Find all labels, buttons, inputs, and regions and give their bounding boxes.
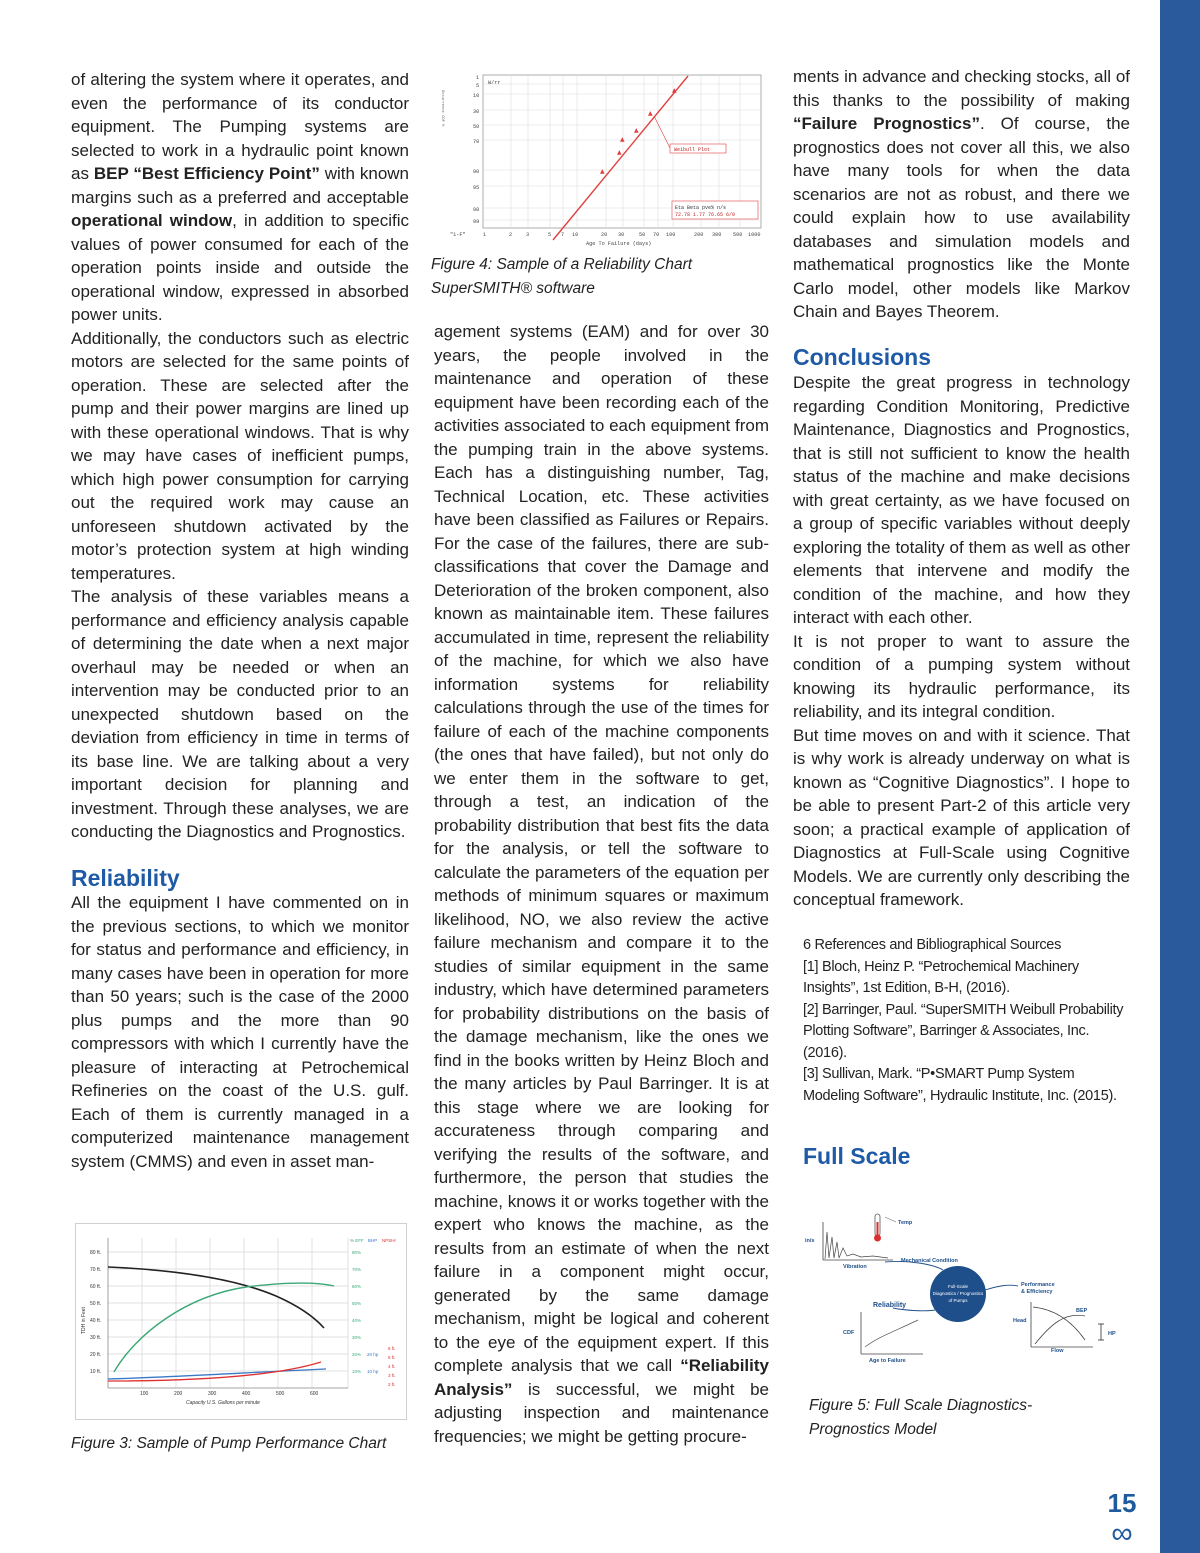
figure-3-caption: Figure 3: Sample of Pump Performance Chart: [71, 1435, 387, 1452]
weibull-y-tick-98: 98: [473, 207, 480, 213]
references-list: [803, 935, 1130, 1107]
figure-4-caption-line-1: Figure 4: Sample of a Reliability Chart: [431, 256, 693, 273]
full-scale-heading: Full Scale: [803, 1143, 911, 1169]
y-tick-70: 70 ft.: [90, 1267, 102, 1273]
thermometer-icon: [874, 1235, 881, 1242]
weibull-y-tick-95: 95: [473, 185, 480, 191]
column-3: [793, 65, 1130, 324]
svg-text:▲: ▲: [600, 168, 605, 175]
weibull-x-tick-2: 2: [509, 232, 513, 238]
weibull-x-axis-label: Age To Failure (days): [586, 241, 652, 247]
col1-paragraph-4: All the equipment I have commented on in the previous sections, to which we monitor for status and performance and efficiency, in many cases have been in operation for more than 50 years; such is the case of the 2000 plus pumps and the more than 90 compressors with which I currently have the pleasure of interacting at Petrochemical Refineries on the coast of the U.S. gulf. Each of them is currently managed in a computerized maintenance management system (CMMS) and even in asset man-: [71, 893, 409, 1171]
full-scale-svg: [803, 1212, 1123, 1372]
legend-bhp: BHP: [368, 1238, 378, 1243]
reference-1: [1] Bloch, Heinz P. “Petrochemical Machinery Insights”, 1st Edition, B-H, (2016).: [803, 958, 1079, 996]
cdf-curve: [865, 1320, 918, 1347]
center-label-2: Diagnostics / Prognostics: [932, 1291, 984, 1296]
column-2: [434, 320, 769, 1448]
column-1: [71, 68, 409, 844]
column-3-conclusions: [793, 371, 1130, 912]
reference-2: [2] Barringer, Paul. “SuperSMITH Weibull Probability Plotting Software”, Barringer & Associates, Inc. (2016).: [803, 1001, 1124, 1061]
bep-label: BEP: [1076, 1308, 1088, 1314]
weibull-x-tick-30: 30: [618, 232, 625, 238]
sidebar-band: [1160, 0, 1200, 1553]
weibull-y-tick-10: 10: [473, 93, 480, 99]
col1-paragraph-3: The analysis of these variables means a performance and efficiency analysis capable of determining the date when a next major overhaul may be needed or when an intervention may be conducted prior to an unexpected shutdown based on the deviation from efficiency in time in terms of its base line. We are talking about a very important decision for planning and investment. Through these analyses, we are conducting the Diagnostics and Prognostics.: [71, 587, 409, 841]
weibull-x-tick-200: 200: [694, 232, 704, 238]
conclusions-heading: Conclusions: [793, 344, 932, 370]
x-tick-300: 300: [208, 1391, 217, 1397]
y-tick-10: 10 ft.: [90, 1369, 102, 1375]
col1-paragraph-2: Additionally, the conductors such as electric motors are selected for the same points of operation. These are selected after the pump and their power margins are lined up with these operational windows. That is why we may have cases of inefficient pumps, which high power consumption for carrying out the required work may cause an unforeseen shutdown activated by the motor’s protection system at high winding temperatures.: [71, 328, 409, 583]
col3-paragraph-4: But time moves on and with it science. That is why work is already underway on what is known as “Cognitive Diagnostics”. I hope to be able to present Part-2 of this article very soon; a practical example of application of Diagnostics at Full-Scale using Cognitive Models. We are currently only describing the conceptual framework.: [793, 725, 1130, 909]
weibull-y-tick-90: 90: [473, 169, 480, 175]
cdf-label: CDF: [843, 1330, 855, 1336]
y-tick-30: 30 ft.: [90, 1335, 102, 1341]
col1-paragraph-1: of altering the system where it operates, and even the performance of its conductor equipment. The Pumping systems are selected to work in a hydraulic point known as BEP “Best Efficiency Point” with known margins such as a preferred and acceptable operational window, in addition to specific values of power consumed for each of the operation points inside and outside the operational window, expressed in absorbed power units.: [71, 70, 410, 324]
weibull-y-bottom-label: "1-F": [450, 232, 466, 238]
performance-label-2: & Efficiency: [1021, 1289, 1053, 1295]
weibull-y-tick-70: 70: [473, 139, 480, 145]
col3-paragraph-2: Despite the great progress in technology regarding Condition Monitoring, Predictive Maintenance, Diagnostics and Prognostics, that is still not sufficient to know the health status of the machine and make decisions with great certainty, as we have focused on a group of specific variables without deeply exploring the totality of them as well as other elements that intervene and modify the condition of the machine, and how they interact with each other.: [793, 373, 1130, 627]
weibull-y-tick-1: 1: [476, 75, 480, 81]
weibull-y-tick-30: 30: [473, 109, 480, 115]
weibull-legend-label: Weibull Plot: [674, 147, 711, 153]
x-axis-label: Capacity U.S. Gallons per minute: [186, 1400, 260, 1406]
npsh-tick-6: 6 ft.: [388, 1346, 396, 1351]
weibull-x-tick-70: 70: [653, 232, 660, 238]
column-1-reliability: [71, 891, 409, 1173]
mechanical-condition-label: Mechanical Condition: [901, 1258, 958, 1264]
svg-text:▲: ▲: [620, 136, 625, 143]
reliability-label: Reliability: [873, 1302, 907, 1309]
vibration-label: Vibration: [843, 1264, 867, 1270]
efficiency-curve-small: [1035, 1315, 1085, 1344]
weibull-x-tick-3: 3: [526, 232, 530, 238]
npsh-tick-3: 3 ft.: [388, 1373, 396, 1378]
eff-tick-70: 70%: [352, 1267, 362, 1272]
x-tick-200: 200: [174, 1391, 183, 1397]
bhp-tick-20hp: 20 hp: [367, 1352, 379, 1357]
y-tick-40: 40 ft.: [90, 1318, 102, 1324]
flow-label: Flow: [1051, 1348, 1064, 1354]
x-tick-500: 500: [276, 1391, 285, 1397]
svg-text:▲: ▲: [672, 87, 677, 94]
x-tick-400: 400: [242, 1391, 251, 1397]
figure-5-caption-line-1: Figure 5: Full Scale Diagnostics-: [809, 1397, 1033, 1414]
weibull-x-tick-100: 100: [666, 232, 676, 238]
col2-paragraph-1: agement systems (EAM) and for over 30 years, the people involved in the maintenance and operation of these equipment have been recording each of the activities associated to each equipment from the pumping train in the above systems. Each has a distinguishing number, Tag, Technical Location, etc. These activities have been classified as Failures or Repairs. For the case of the failures, there are sub-classifications that cover the Damage and Deterioration of the broken component, also known as maintainable item. These failures accumulated in time, represent the reliability of the machine, for which we also have information systems for reliability calculations through the use of the times for failure of each of the machine components (the ones that have failed), but not only do we enter them in the software to get, through a test, an indication of the probability distribution that best fits the data for the analysis, or tell the software to calculate the parameters of the equation per methods of minimum squares or maximum likelihood, NO, we also review the active failure mechanism and compare it to the studies of similar equipment in the same industry, which have determined parameters for probability distributions on the basis of the damage mechanism, like the ones we find in the books written by Heinz Bloch and the many articles by Paul Barringer. It is at this stage where we are looking for accurateness through comparing and verifying the results of the software, and furthermore, the person that studies the machine, knows it or works together with the expert who knows the machine, as the results from an estimate of when the next failure in a component might occur, generated by the same damage mechanism, might be logical and coherent to the eye of the equipment expert. If this complete analysis that we call “Reliability Analysis” is successful, we might be adjusting inspection and maintenance frequencies; we might be getting procure-: [434, 322, 769, 1446]
x-tick-600: 600: [310, 1391, 319, 1397]
infinity-logo-icon: ∞: [1111, 1517, 1133, 1550]
eff-tick-30: 30%: [352, 1335, 362, 1340]
weibull-x-tick-300: 300: [712, 232, 722, 238]
bhp-tick-10hp: 10 hp: [367, 1369, 379, 1374]
weibull-y-tick-99: 99: [473, 219, 480, 225]
eff-tick-80: 80%: [352, 1250, 362, 1255]
references-title: 6 References and Bibliographical Sources: [803, 937, 1062, 953]
eff-tick-20: 20%: [352, 1352, 362, 1357]
head-label: Head: [1013, 1318, 1027, 1324]
eff-tick-10: 10%: [352, 1369, 362, 1374]
hp-label: HP: [1108, 1331, 1116, 1337]
page-number: 15: [1107, 1488, 1137, 1518]
legend-eff: % EFF: [350, 1238, 364, 1243]
weibull-table-header: Eta Beta pve% n/s: [675, 205, 727, 211]
npsh-tick-2: 2 ft.: [388, 1382, 396, 1387]
npsh-tick-5: 5 ft.: [388, 1355, 396, 1360]
pump-chart-svg: [76, 1224, 406, 1419]
reference-3: [3] Sullivan, Mark. “P•SMART Pump System Modeling Software”, Hydraulic Institute, Inc. (2015).: [803, 1066, 1117, 1104]
age-to-failure-label: Age to Failure: [869, 1358, 906, 1364]
tdh-curve: [108, 1267, 324, 1328]
weibull-x-tick-5: 5: [548, 232, 552, 238]
weibull-x-tick-20: 20: [601, 232, 608, 238]
figure-4-weibull-chart: [436, 70, 764, 250]
y-tick-80: 80 ft.: [90, 1250, 102, 1256]
center-label-3: of Pumps: [948, 1298, 968, 1303]
figure-3-pump-chart: [75, 1223, 407, 1420]
eff-tick-50: 50%: [352, 1301, 362, 1306]
vibration-units-label: in/s: [805, 1238, 815, 1244]
figure-5-caption-line-2: Prognostics Model: [809, 1420, 937, 1438]
weibull-x-tick-1: 1: [483, 232, 487, 238]
performance-label-1: Performance: [1021, 1282, 1055, 1288]
weibull-x-tick-7: 7: [561, 232, 565, 238]
efficiency-curve: [114, 1283, 334, 1372]
eff-tick-40: 40%: [352, 1318, 362, 1323]
y-tick-20: 20 ft.: [90, 1352, 102, 1358]
weibull-table-values: 72.78 1.77 76.65 6/0: [675, 212, 736, 218]
temp-label: Temp: [898, 1220, 913, 1226]
weibull-x-tick-10: 10: [572, 232, 579, 238]
figure-4-caption-line-2: SuperSMITH® software: [431, 279, 595, 297]
weibull-chart-svg: [436, 70, 764, 250]
col3-paragraph-3: It is not proper to want to assure the condition of a pumping system without knowing its hydraulic performance, its reliability, and its integral condition.: [793, 631, 1130, 721]
npsh-tick-4: 4 ft.: [388, 1364, 396, 1369]
weibull-x-tick-50: 50: [639, 232, 646, 238]
y-tick-60: 60 ft.: [90, 1284, 102, 1290]
svg-text:▲: ▲: [634, 127, 639, 134]
col3-paragraph-1: ments in advance and checking stocks, all of this thanks to the possibility of making “Failure Prognostics”. Of course, the prognostics does not cover all this, we also have many tools for when the data scenarios are not as robust, and there we could explain how to use availability databases and simulation models and mathematical prognostics like the Monte Carlo model, other models like Markov Chain and Bayes Theorem.: [793, 67, 1130, 321]
weibull-x-tick-1000: 1000: [748, 232, 761, 238]
y-axis-label: TDH in Feet: [81, 1307, 87, 1334]
legend-npshr: NPSHr: [382, 1238, 397, 1243]
svg-text:Occurrence CDF %: Occurrence CDF %: [440, 90, 444, 127]
eff-tick-60: 60%: [352, 1284, 362, 1289]
svg-text:▲: ▲: [617, 149, 622, 156]
figure-5-caption: [809, 1394, 1032, 1441]
reliability-heading: Reliability: [71, 865, 180, 891]
weibull-y-tick-50: 50: [473, 124, 480, 130]
y-tick-50: 50 ft.: [90, 1301, 102, 1307]
svg-text:▲: ▲: [648, 110, 653, 117]
weibull-y-top-label: W/rr: [488, 80, 501, 86]
weibull-y-tick-5: 5: [476, 83, 480, 89]
figure-4-caption: [431, 253, 692, 300]
weibull-x-tick-500: 500: [733, 232, 743, 238]
figure-5-full-scale-diagram: [803, 1212, 1123, 1372]
center-label-1: Full-Scale: [947, 1284, 969, 1289]
x-tick-100: 100: [140, 1391, 149, 1397]
